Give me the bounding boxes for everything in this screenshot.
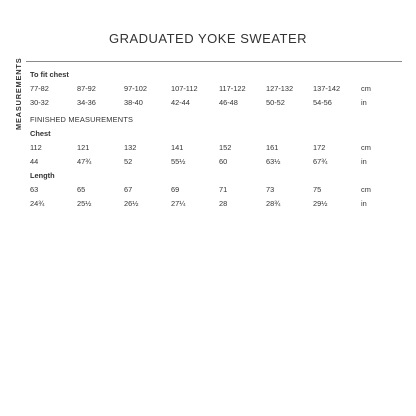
measure-cell: 24¾ bbox=[30, 199, 45, 208]
measurements-side-label: MEASUREMENTS bbox=[14, 57, 23, 130]
measure-cell: 27¼ bbox=[171, 199, 186, 208]
size-cell: 137-142 bbox=[313, 84, 341, 93]
measure-cell: 161 bbox=[266, 143, 279, 152]
measure-cell: 55½ bbox=[171, 157, 186, 166]
chest-in-row bbox=[0, 157, 416, 167]
unit-cell: cm bbox=[361, 84, 371, 93]
measure-cell: 112 bbox=[30, 143, 42, 152]
measure-cell: 121 bbox=[77, 143, 90, 152]
size-cell: 54-56 bbox=[313, 98, 332, 107]
measure-cell: 25½ bbox=[77, 199, 92, 208]
size-cell: 30-32 bbox=[30, 98, 49, 107]
unit-cell: cm bbox=[361, 143, 371, 152]
measure-cell: 73 bbox=[266, 185, 275, 194]
size-cell: 107-112 bbox=[171, 84, 198, 93]
to-fit-in-row bbox=[0, 98, 416, 108]
to-fit-cm-row bbox=[0, 84, 416, 94]
size-cell: 87-92 bbox=[77, 84, 96, 93]
size-cell: 42-44 bbox=[171, 98, 190, 107]
measure-cell: 60 bbox=[219, 157, 228, 166]
measure-cell: 172 bbox=[313, 143, 326, 152]
size-cell: 38-40 bbox=[124, 98, 143, 107]
unit-cell: in bbox=[361, 157, 367, 166]
measure-cell: 52 bbox=[124, 157, 133, 166]
size-cell: 127-132 bbox=[266, 84, 294, 93]
measure-cell: 132 bbox=[124, 143, 137, 152]
finished-measurements-heading: FINISHED MEASUREMENTS bbox=[30, 115, 134, 124]
measure-cell: 63 bbox=[30, 185, 39, 194]
page-title: GRADUATED YOKE SWEATER bbox=[108, 31, 308, 46]
size-cell: 117-122 bbox=[219, 84, 246, 93]
size-cell: 34-36 bbox=[77, 98, 96, 107]
measure-cell: 26½ bbox=[124, 199, 139, 208]
to-fit-chest-label: To fit chest bbox=[30, 70, 69, 79]
measure-cell: 141 bbox=[171, 143, 184, 152]
measure-cell: 29½ bbox=[313, 199, 328, 208]
unit-cell: in bbox=[361, 98, 367, 107]
length-cm-row bbox=[0, 185, 416, 195]
measure-cell: 152 bbox=[219, 143, 232, 152]
measure-cell: 67 bbox=[124, 185, 133, 194]
size-cell: 50-52 bbox=[266, 98, 285, 107]
measure-cell: 47¾ bbox=[77, 157, 92, 166]
length-in-row bbox=[0, 199, 416, 209]
size-cell: 77-82 bbox=[30, 84, 49, 93]
length-label: Length bbox=[30, 171, 55, 180]
measure-cell: 75 bbox=[313, 185, 322, 194]
chest-label: Chest bbox=[30, 129, 51, 138]
measure-cell: 63½ bbox=[266, 157, 281, 166]
size-cell: 46-48 bbox=[219, 98, 238, 107]
size-cell: 97-102 bbox=[124, 84, 148, 93]
measure-cell: 44 bbox=[30, 157, 39, 166]
measure-cell: 71 bbox=[219, 185, 228, 194]
chest-cm-row bbox=[0, 143, 416, 153]
measure-cell: 69 bbox=[171, 185, 180, 194]
measure-cell: 28¾ bbox=[266, 199, 281, 208]
measure-cell: 67¾ bbox=[313, 157, 328, 166]
unit-cell: in bbox=[361, 199, 367, 208]
measure-cell: 28 bbox=[219, 199, 228, 208]
divider-top bbox=[26, 61, 402, 62]
measure-cell: 65 bbox=[77, 185, 86, 194]
unit-cell: cm bbox=[361, 185, 371, 194]
